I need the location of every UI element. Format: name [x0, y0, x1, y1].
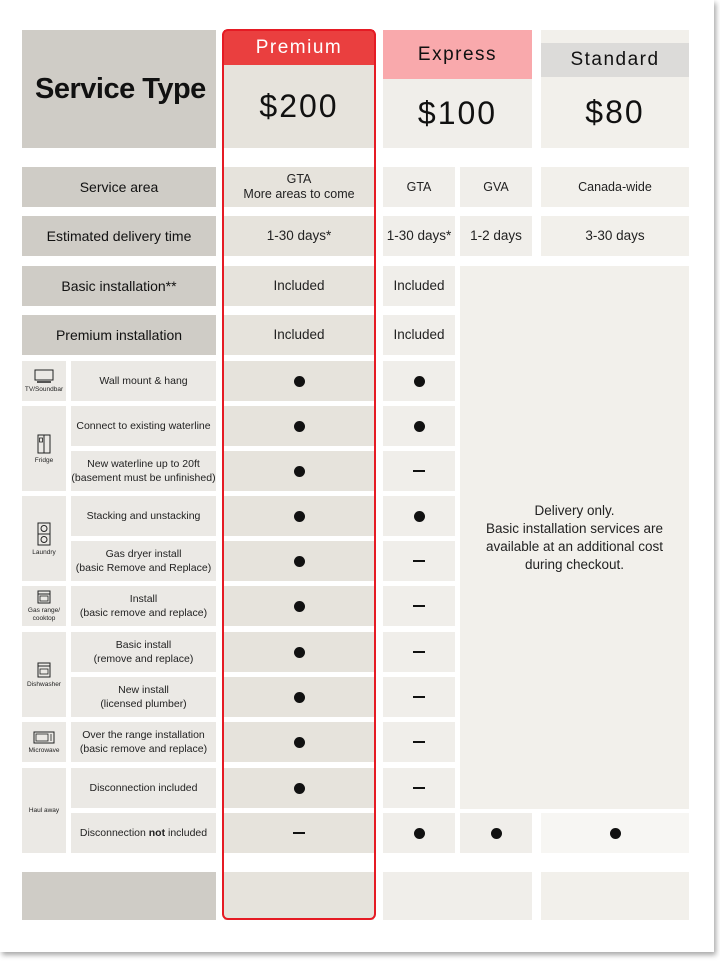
- premium-wall-mount: [224, 361, 374, 401]
- delivery-time-label: Estimated delivery time: [46, 228, 192, 244]
- service-disconnection-included: [71, 768, 216, 808]
- service-wall-mount: [71, 361, 216, 401]
- included-dot-icon: [294, 421, 305, 432]
- otr-line2: (basic remove and replace): [79, 743, 208, 755]
- standard-delivery-only-note: [460, 266, 689, 809]
- included-dot-icon: [414, 376, 425, 387]
- laundry-category-label: Laundry: [32, 548, 56, 556]
- gas-dryer-line2: (basic Remove and Replace): [75, 562, 212, 574]
- footer-standard-cell: [541, 872, 689, 920]
- express-gva-delivery-time: [460, 216, 532, 256]
- included-dot-icon: [491, 828, 502, 839]
- included-dot-icon: [294, 737, 305, 748]
- service-stacking: [71, 496, 216, 536]
- haul-away-category-label: Haul away: [28, 807, 60, 814]
- note-line4: during checkout.: [524, 556, 625, 572]
- not-available-dash-icon: [413, 560, 425, 562]
- service-type-title-cell: [22, 30, 216, 148]
- premium-price: $200: [259, 88, 339, 124]
- fridge-category-label: Fridge: [34, 456, 54, 464]
- express-new-waterline: [383, 451, 455, 491]
- premium-delivery-value: 1-30 days*: [266, 228, 332, 243]
- gas-range-label-line2: cooktop: [32, 614, 56, 622]
- premium-name-bar: [224, 30, 374, 65]
- disconnection-included-label: Disconnection included: [89, 782, 198, 794]
- gas-range-install-line2: (basic remove and replace): [79, 607, 208, 619]
- row-label-delivery-time: [22, 216, 216, 256]
- category-fridge: [22, 406, 66, 491]
- premium-service-area: [224, 167, 374, 207]
- premium-gas-range: [224, 586, 374, 626]
- express-over-the-range: [383, 722, 455, 762]
- service-gas-range-install: [71, 586, 216, 626]
- premium-premium-installation: [224, 315, 374, 355]
- service-new-waterline: [71, 451, 216, 491]
- service-over-the-range: [71, 722, 216, 762]
- new-waterline-line1: New waterline up to 20ft: [87, 458, 200, 470]
- included-dot-icon: [294, 692, 305, 703]
- express-price: $100: [417, 95, 498, 131]
- included-dot-icon: [414, 511, 425, 522]
- microwave-category-label: Microwave: [28, 746, 60, 754]
- tv-category-label: TV/Soundbar: [24, 386, 64, 393]
- included-dot-icon: [294, 376, 305, 387]
- standard-name: Standard: [570, 49, 660, 70]
- not-available-dash-icon: [293, 832, 305, 834]
- row-label-basic-installation: [22, 266, 216, 306]
- category-microwave: [22, 722, 66, 762]
- included-dot-icon: [294, 647, 305, 658]
- premium-basic-installation: [224, 266, 374, 306]
- disc-not-bold: not: [148, 827, 166, 839]
- express-basic-value: Included: [393, 278, 445, 293]
- express-dish-basic: [383, 632, 455, 672]
- new-waterline-line2: (basement must be unfinished): [71, 472, 216, 484]
- not-available-dash-icon: [413, 651, 425, 653]
- not-available-dash-icon: [413, 470, 425, 472]
- included-dot-icon: [294, 556, 305, 567]
- included-dot-icon: [414, 421, 425, 432]
- disc-not-part1: Disconnection: [79, 827, 149, 839]
- premium-dish-basic: [224, 632, 374, 672]
- disc-not-part2: included: [165, 827, 208, 839]
- fridge-icon: [37, 434, 51, 454]
- not-available-dash-icon: [413, 605, 425, 607]
- category-tv: [22, 361, 66, 401]
- service-area-label: Service area: [79, 179, 159, 195]
- wall-mount-label: Wall mount & hang: [99, 375, 188, 387]
- premium-installation-label: Premium installation: [55, 327, 183, 343]
- premium-over-the-range: [224, 722, 374, 762]
- premium-gas-dryer: [224, 541, 374, 581]
- standard-delivery-value: 3-30 days: [585, 228, 645, 243]
- dish-basic-line2: (remove and replace): [93, 653, 194, 665]
- express-stacking: [383, 496, 455, 536]
- page-title: Service Type: [35, 72, 206, 105]
- standard-service-area: [541, 167, 689, 207]
- gas-range-install-line1: Install: [129, 593, 158, 605]
- gas-range-icon: [37, 590, 51, 604]
- express-premium-installation: [383, 315, 455, 355]
- standard-delivery-time: [541, 216, 689, 256]
- connect-waterline-label: Connect to existing waterline: [76, 420, 211, 432]
- service-connect-waterline: [71, 406, 216, 446]
- category-laundry: [22, 496, 66, 581]
- standard-header: [541, 30, 689, 148]
- stacking-label: Stacking and unstacking: [86, 510, 201, 522]
- premium-premium-value: Included: [273, 327, 325, 342]
- premium-name: Premium: [255, 36, 343, 58]
- express-gas-dryer: [383, 541, 455, 581]
- premium-dish-new: [224, 677, 374, 717]
- basic-installation-label: Basic installation**: [61, 278, 177, 294]
- laundry-icon: [37, 522, 51, 546]
- standard-name-bar: [541, 43, 689, 77]
- premium-header: [224, 30, 374, 148]
- dish-basic-line1: Basic install: [115, 639, 172, 651]
- service-disconnection-not-included: [71, 813, 216, 853]
- express-gva-disconnection-not-included: [460, 813, 532, 853]
- included-dot-icon: [294, 511, 305, 522]
- dishwasher-category-label: Dishwasher: [27, 680, 61, 688]
- express-header: [383, 30, 532, 148]
- express-gas-range: [383, 586, 455, 626]
- category-haul-away: [22, 768, 66, 853]
- included-dot-icon: [294, 601, 305, 612]
- dish-new-line2: (licensed plumber): [100, 698, 187, 710]
- express-connect-waterline: [383, 406, 455, 446]
- express-name: Express: [417, 43, 498, 65]
- standard-price-cell: [541, 77, 689, 148]
- category-dishwasher: [22, 632, 66, 717]
- note-line2: Basic installation services are: [485, 520, 664, 536]
- gas-dryer-line1: Gas dryer install: [105, 548, 182, 560]
- dishwasher-icon: [37, 662, 51, 678]
- express-gva-area: [460, 167, 532, 207]
- premium-area-line1: GTA: [286, 172, 312, 186]
- footer-label-cell: [22, 872, 216, 920]
- included-dot-icon: [414, 828, 425, 839]
- tv-icon: [34, 369, 54, 383]
- standard-price: $80: [585, 94, 645, 130]
- service-dishwasher-new: [71, 677, 216, 717]
- included-dot-icon: [610, 828, 621, 839]
- express-gta-label: GTA: [406, 180, 432, 194]
- note-line3: available at an additional cost: [485, 538, 664, 554]
- service-gas-dryer: [71, 541, 216, 581]
- not-available-dash-icon: [413, 696, 425, 698]
- express-price-cell: [383, 79, 532, 148]
- otr-line1: Over the range installation: [82, 729, 205, 741]
- premium-area-line2: More areas to come: [243, 187, 355, 201]
- express-premium-value: Included: [393, 327, 445, 342]
- footer-premium-cell: [224, 872, 374, 920]
- row-label-service-area: [22, 167, 216, 207]
- express-disconnection-included: [383, 768, 455, 808]
- gas-range-label-line1: Gas range/: [27, 606, 61, 614]
- express-gva-delivery-value: 1-2 days: [470, 228, 522, 243]
- express-basic-installation: [383, 266, 455, 306]
- express-gta-delivery-time: [383, 216, 455, 256]
- express-wall-mount: [383, 361, 455, 401]
- premium-disconnection-included: [224, 768, 374, 808]
- express-gta-delivery-value: 1-30 days*: [386, 228, 452, 243]
- express-dish-new: [383, 677, 455, 717]
- note-line1: Delivery only.: [534, 502, 615, 518]
- premium-disconnection-not-included: [224, 813, 374, 853]
- not-available-dash-icon: [413, 741, 425, 743]
- premium-stacking: [224, 496, 374, 536]
- express-gta-area: [383, 167, 455, 207]
- dish-new-line1: New install: [118, 684, 169, 696]
- category-gas-range: [22, 586, 66, 626]
- standard-disconnection-not-included: [541, 813, 689, 853]
- footer-express-cell: [383, 872, 532, 920]
- not-available-dash-icon: [413, 787, 425, 789]
- premium-delivery-time: [224, 216, 374, 256]
- express-gta-disconnection-not-included: [383, 813, 455, 853]
- premium-connect-waterline: [224, 406, 374, 446]
- premium-price-cell: [224, 65, 374, 148]
- included-dot-icon: [294, 783, 305, 794]
- row-label-premium-installation: [22, 315, 216, 355]
- premium-new-waterline: [224, 451, 374, 491]
- standard-top-gap: [541, 30, 689, 43]
- service-dishwasher-basic: [71, 632, 216, 672]
- express-name-bar: [383, 30, 532, 79]
- standard-area-label: Canada-wide: [578, 180, 652, 194]
- microwave-icon: [33, 731, 55, 744]
- premium-basic-value: Included: [273, 278, 325, 293]
- included-dot-icon: [294, 466, 305, 477]
- express-gva-label: GVA: [483, 180, 509, 194]
